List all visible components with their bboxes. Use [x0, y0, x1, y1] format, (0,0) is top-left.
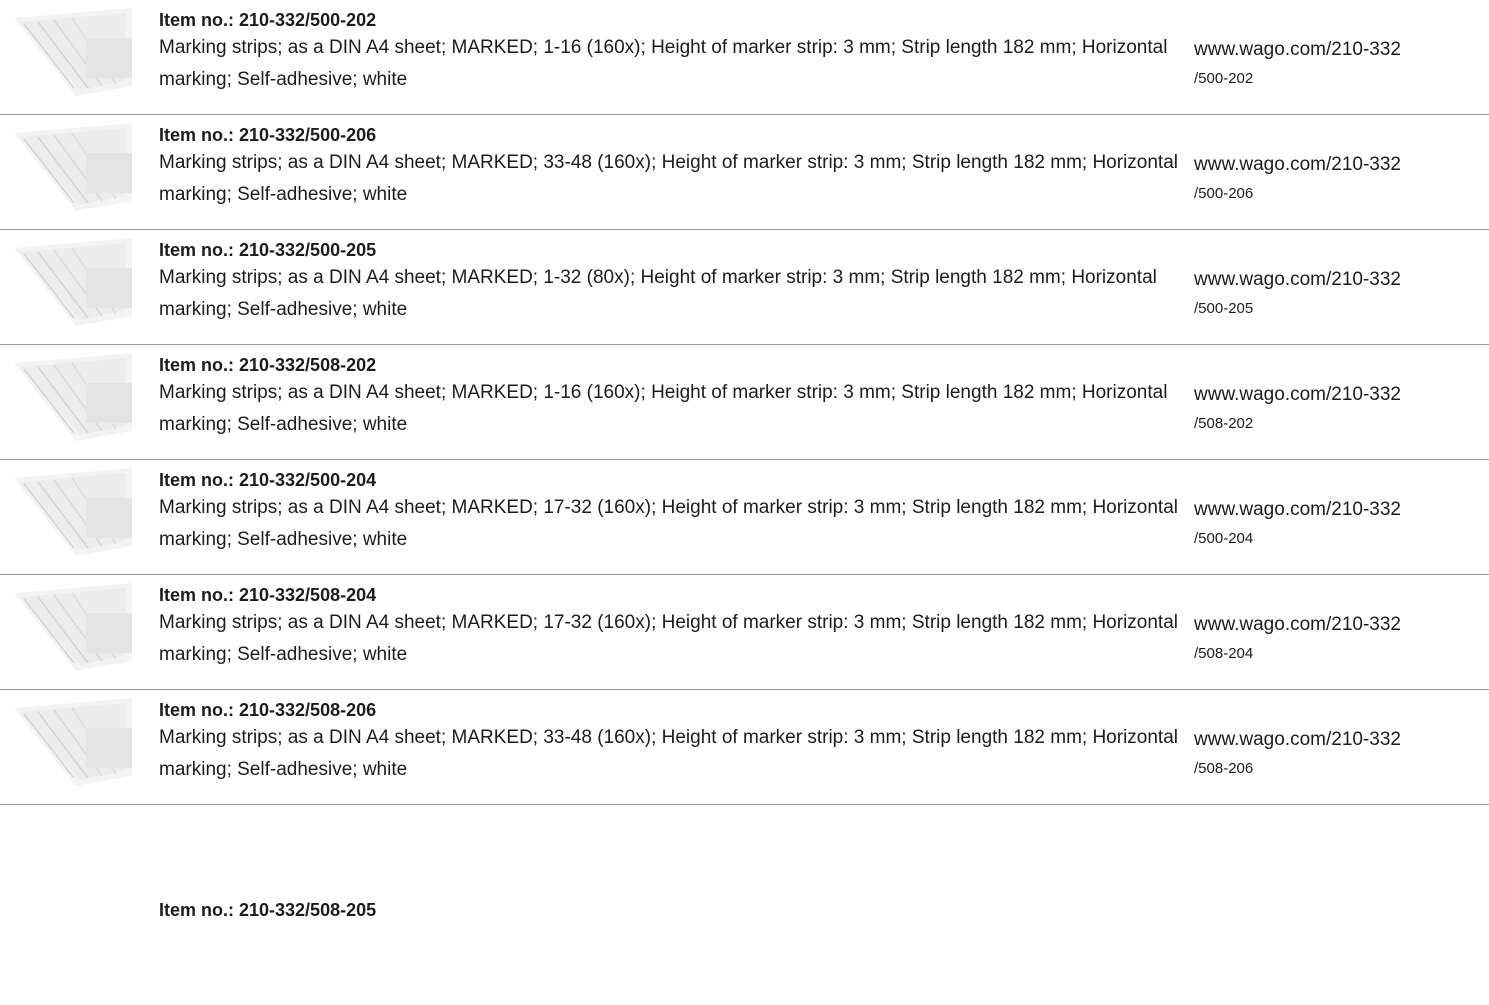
product-link-path: /508-204 — [1194, 645, 1254, 662]
product-info — [159, 899, 1179, 921]
item-description: Marking strips; as a DIN A4 sheet; MARKED; 1-32 (80x); Height of marker strip: 3 mm; Strip length 182 mm; Horizontal marking; Self-adhesive; white — [159, 267, 1157, 320]
product-link-domain: www.wago.com/210-332 — [1194, 384, 1401, 405]
item-number: Item no.: 210-332/500-206 — [159, 125, 377, 145]
product-link-domain: www.wago.com/210-332 — [1194, 269, 1401, 290]
item-number: Item no.: 210-332/508-202 — [159, 355, 377, 375]
product-row — [0, 230, 1489, 345]
product-info — [159, 354, 1179, 441]
item-description: Marking strips; as a DIN A4 sheet; MARKED; 17-32 (160x); Height of marker strip: 3 mm; Strip length 182 mm; Horizontal marking; Self-adhesive; white — [159, 497, 1178, 550]
product-info — [159, 239, 1179, 326]
product-link-path: /500-202 — [1194, 70, 1254, 87]
product-row — [0, 690, 1489, 805]
product-row — [0, 0, 1489, 115]
product-link-path: /508-206 — [1194, 760, 1254, 777]
product-link[interactable] — [1194, 608, 1474, 667]
item-number: Item no.: 210-332/500-202 — [159, 10, 377, 30]
item-number: Item no.: 210-332/508-204 — [159, 585, 377, 605]
marking-strip-sheet-icon — [14, 353, 134, 441]
product-link[interactable] — [1194, 723, 1474, 782]
product-link-domain: www.wago.com/210-332 — [1194, 729, 1401, 750]
product-row — [0, 805, 1489, 1005]
item-description: Marking strips; as a DIN A4 sheet; MARKED; 33-48 (160x); Height of marker strip: 3 mm; Strip length 182 mm; Horizontal marking; Self-adhesive; white — [159, 727, 1178, 780]
product-row — [0, 460, 1489, 575]
item-description: Marking strips; as a DIN A4 sheet; MARKED; 17-32 (160x); Height of marker strip: 3 mm; Strip length 182 mm; Horizontal marking; Self-adhesive; white — [159, 612, 1178, 665]
product-link[interactable] — [1194, 33, 1474, 92]
product-info — [159, 9, 1179, 96]
marking-strip-sheet-icon — [14, 583, 134, 671]
product-row — [0, 575, 1489, 690]
marking-strip-sheet-icon — [14, 8, 134, 96]
product-info — [159, 124, 1179, 211]
product-link[interactable] — [1194, 493, 1474, 552]
item-description: Marking strips; as a DIN A4 sheet; MARKED; 1-16 (160x); Height of marker strip: 3 mm; Strip length 182 mm; Horizontal marking; Self-adhesive; white — [159, 382, 1168, 435]
product-link-path: /500-206 — [1194, 185, 1254, 202]
product-row — [0, 345, 1489, 460]
product-row — [0, 115, 1489, 230]
product-link-domain: www.wago.com/210-332 — [1194, 39, 1401, 60]
product-link-domain: www.wago.com/210-332 — [1194, 614, 1401, 635]
item-number: Item no.: 210-332/500-205 — [159, 240, 377, 260]
item-number: Item no.: 210-332/508-206 — [159, 700, 377, 720]
marking-strip-sheet-icon — [14, 698, 134, 786]
item-number: Item no.: 210-332/508-205 — [159, 900, 377, 920]
item-number: Item no.: 210-332/500-204 — [159, 470, 377, 490]
product-link[interactable] — [1194, 148, 1474, 207]
product-info — [159, 699, 1179, 786]
item-description: Marking strips; as a DIN A4 sheet; MARKED; 33-48 (160x); Height of marker strip: 3 mm; Strip length 182 mm; Horizontal marking; Self-adhesive; white — [159, 152, 1178, 205]
marking-strip-sheet-icon — [14, 468, 134, 556]
product-link[interactable] — [1194, 263, 1474, 322]
product-link-path: /508-202 — [1194, 415, 1254, 432]
product-info — [159, 584, 1179, 671]
marking-strip-sheet-icon — [14, 123, 134, 211]
marking-strip-sheet-icon — [14, 238, 134, 326]
item-description: Marking strips; as a DIN A4 sheet; MARKED; 1-16 (160x); Height of marker strip: 3 mm; Strip length 182 mm; Horizontal marking; Self-adhesive; white — [159, 37, 1168, 90]
product-link-path: /500-204 — [1194, 530, 1254, 547]
product-link-domain: www.wago.com/210-332 — [1194, 154, 1401, 175]
product-link[interactable] — [1194, 378, 1474, 437]
product-link-path: /500-205 — [1194, 300, 1254, 317]
product-info — [159, 469, 1179, 556]
product-link-domain: www.wago.com/210-332 — [1194, 499, 1401, 520]
